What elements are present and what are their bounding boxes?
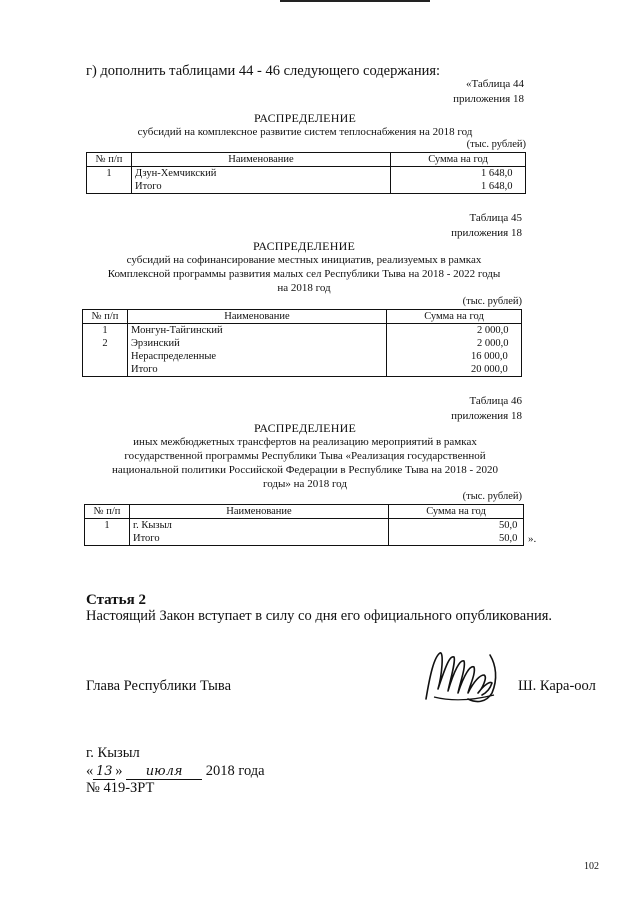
col-header-sum: Сумма на год (391, 153, 526, 167)
table-44 (86, 152, 526, 194)
table-row (83, 337, 522, 350)
row-name: Эрзинский (128, 337, 387, 350)
row-number: 1 (83, 324, 128, 338)
law-number: № 419-ЗРТ (86, 780, 155, 796)
row-name: Итого (130, 532, 389, 546)
table-46-closing-quote: ». (528, 533, 537, 545)
row-sum: 50,0 (389, 519, 524, 533)
col-header-number: № п/п (83, 310, 128, 324)
table-46-subtitle-line3: национальной политики Российской Федерации в Республике Тыва на 2018 - 2020 (112, 464, 498, 476)
table-row (83, 363, 522, 377)
row-number: 2 (83, 337, 128, 350)
row-number (83, 350, 128, 363)
signatory-name: Ш. Кара-оол (518, 678, 596, 694)
table-44-reference (340, 77, 524, 107)
row-sum: 1 648,0 (391, 180, 526, 194)
signatory-position: Глава Республики Тыва (86, 678, 232, 694)
row-sum: 2 000,0 (387, 324, 522, 338)
row-name: Итого (128, 363, 387, 377)
article-title: Статья 2 (86, 592, 146, 608)
city: г. Кызыл (86, 745, 140, 761)
table-46-subtitle-line1: иных межбюджетных трансфертов на реализацию мероприятий в рамках (133, 436, 477, 448)
table-45-subtitle-line3: на 2018 год (277, 282, 331, 294)
col-header-name: Наименование (132, 153, 391, 167)
row-sum: 20 000,0 (387, 363, 522, 377)
date-year: 2018 года (205, 763, 265, 779)
date-month: июля (126, 764, 202, 780)
row-name: Монгун-Тайгинский (128, 324, 387, 338)
col-header-number: № п/п (87, 153, 132, 167)
row-number (87, 180, 132, 194)
table-45-ref-line1: Таблица 45 (469, 212, 522, 224)
table-45-ref-line2: приложения 18 (451, 227, 522, 239)
table-row (87, 180, 526, 194)
table-46-subtitle-line4: годы» на 2018 год (263, 478, 347, 490)
table-45-subtitle-line1: субсидий на софинансирование местных инициатив, реализуемых в рамках (126, 254, 482, 266)
table-46-ref-line1: Таблица 46 (469, 395, 522, 407)
col-header-number: № п/п (85, 505, 130, 519)
row-sum: 50,0 (389, 532, 524, 546)
table-46-unit: (тыс. рублей) (462, 491, 522, 502)
table-44-unit: (тыс. рублей) (466, 139, 526, 150)
table-45 (82, 309, 522, 377)
table-46-reference (340, 394, 522, 424)
date-open-quote: « (86, 763, 94, 779)
date-day: 13 (93, 764, 115, 780)
table-45-subtitle-line2: Комплексной программы развития малых сел Республики Тыва на 2018 - 2022 годы (107, 268, 501, 280)
handwritten-signature (420, 645, 506, 707)
table-row (83, 324, 522, 338)
table-44-title: РАСПРЕДЕЛЕНИЕ (254, 111, 356, 125)
row-sum: 16 000,0 (387, 350, 522, 363)
row-number: 1 (87, 167, 132, 181)
table-46-heading (82, 421, 528, 491)
page-number: 102 (584, 861, 599, 872)
table-row (85, 519, 524, 533)
row-number (83, 363, 128, 377)
col-header-sum: Сумма на год (387, 310, 522, 324)
col-header-name: Наименование (130, 505, 389, 519)
table-44-ref-line1: «Таблица 44 (465, 78, 524, 90)
row-name: г. Кызыл (130, 519, 389, 533)
table-44-heading (86, 111, 524, 139)
intro-text: г) дополнить таблицами 44 - 46 следующего содержания: (86, 63, 441, 79)
table-45-reference (340, 211, 522, 241)
row-name: Нераспределенные (128, 350, 387, 363)
row-sum: 1 648,0 (391, 167, 526, 181)
row-name: Дзун-Хемчикский (132, 167, 391, 181)
row-number: 1 (85, 519, 130, 533)
table-44-subtitle: субсидий на комплексное развитие систем теплоснабжения на 2018 год (137, 126, 473, 138)
row-number (85, 532, 130, 546)
law-date (86, 763, 265, 780)
col-header-name: Наименование (128, 310, 387, 324)
table-46 (84, 504, 524, 546)
row-name: Итого (132, 180, 391, 194)
table-row (87, 167, 526, 181)
table-header-row (87, 153, 526, 167)
table-46-subtitle-line2: государственной программы Республики Тыва «Реализация государственной (124, 450, 486, 462)
table-header-row (83, 310, 522, 324)
table-46-ref-line2: приложения 18 (451, 410, 522, 422)
top-edge-line (280, 0, 430, 2)
table-46-title: РАСПРЕДЕЛЕНИЕ (254, 421, 356, 435)
date-close-quote: » (115, 763, 123, 779)
table-45-heading (80, 239, 528, 295)
table-row (83, 350, 522, 363)
table-header-row (85, 505, 524, 519)
row-sum: 2 000,0 (387, 337, 522, 350)
table-45-title: РАСПРЕДЕЛЕНИЕ (253, 239, 355, 253)
table-45-unit: (тыс. рублей) (462, 296, 522, 307)
col-header-sum: Сумма на год (389, 505, 524, 519)
article-text: Настоящий Закон вступает в силу со дня его официального опубликования. (86, 608, 553, 624)
table-44-ref-line2: приложения 18 (453, 93, 524, 105)
table-row (85, 532, 524, 546)
